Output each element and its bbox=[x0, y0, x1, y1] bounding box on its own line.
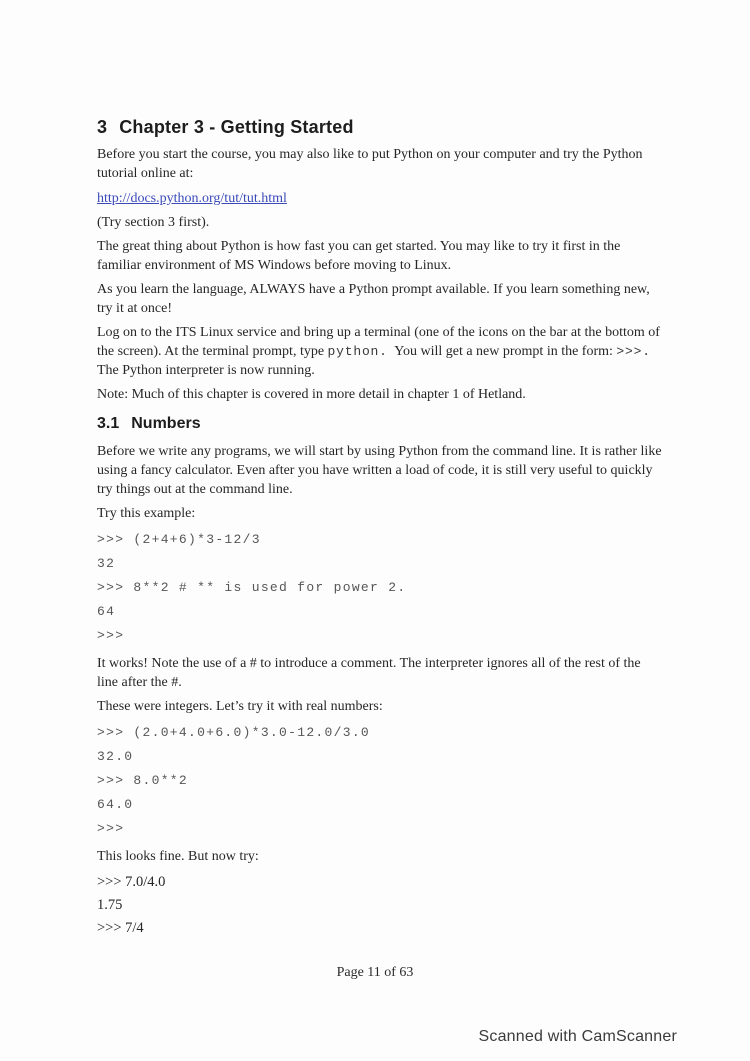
link-line bbox=[97, 188, 663, 208]
chapter-number: 3 bbox=[97, 117, 108, 137]
code-line: >>> (2+4+6)*3-12/3 bbox=[97, 532, 261, 547]
section-title: Numbers bbox=[131, 415, 201, 432]
paragraph-great-thing: The great thing about Python is how fast you can get started. You may like to try it first in the familiar environment of MS Windows before moving to Linux. bbox=[97, 239, 621, 273]
paragraph-it-works: It works! Note the use of a # to introduce a comment. The interpreter ignores all of the rest of the line after the #. bbox=[97, 656, 641, 690]
code-line: >>> 7/4 bbox=[97, 920, 144, 936]
paragraph-intro: Before you start the course, you may also like to put Python on your computer and try the Python tutorial online at: bbox=[97, 147, 643, 181]
code-line: 32 bbox=[97, 556, 116, 571]
code-line: 1.75 bbox=[97, 897, 123, 913]
code-line: 64.0 bbox=[97, 797, 134, 812]
code-line: 64 bbox=[97, 604, 116, 619]
section-heading bbox=[97, 414, 663, 434]
code-line: >>> 7.0/4.0 bbox=[97, 874, 166, 890]
paragraph-try-example: Try this example: bbox=[97, 506, 196, 521]
log-on-text-2: You will get a new prompt in the form: bbox=[387, 344, 617, 359]
section-number: 3.1 bbox=[97, 415, 120, 432]
python-tutorial-link[interactable]: http://docs.python.org/tut/tut.html bbox=[97, 191, 287, 206]
paragraph-try-section: (Try section 3 first). bbox=[97, 215, 210, 230]
paragraph-always-prompt: As you learn the language, ALWAYS have a Python prompt available. If you learn something new, try it at once! bbox=[97, 282, 650, 316]
code-block-integers bbox=[97, 528, 663, 648]
code-line: >>> bbox=[97, 821, 125, 836]
chapter-heading bbox=[97, 116, 663, 138]
code-line: >>> bbox=[97, 628, 125, 643]
paragraph-integers: These were integers. Let’s try it with real numbers: bbox=[97, 699, 383, 714]
log-on-text-3: The Python interpreter is now running. bbox=[97, 344, 655, 378]
code-block-reals bbox=[97, 721, 663, 841]
paragraph-note: Note: Much of this chapter is covered in more detail in chapter 1 of Hetland. bbox=[97, 387, 526, 402]
document-content bbox=[97, 116, 663, 940]
paragraph-log-on bbox=[97, 323, 663, 380]
code-line: >>> 8**2 # ** is used for power 2. bbox=[97, 580, 407, 595]
code-line: >>> (2.0+4.0+6.0)*3.0-12.0/3.0 bbox=[97, 725, 371, 740]
paragraph-before-we-write: Before we write any programs, we will start by using Python from the command line. It is rather like using a fancy calculator. Even after you have written a load of code, it is still very useful to quickly try things out at the command line. bbox=[97, 444, 662, 497]
log-on-text-1: Log on to the ITS Linux service and bring up a terminal (one of the icons on the bar at the bottom of the screen). At the terminal prompt, type bbox=[97, 325, 660, 359]
page-number-footer: Page 11 of 63 bbox=[336, 965, 414, 980]
code-line: 32.0 bbox=[97, 749, 134, 764]
inline-code-python: python. bbox=[327, 344, 388, 359]
chapter-title: Chapter 3 - Getting Started bbox=[119, 117, 354, 137]
camscanner-watermark: Scanned with CamScanner bbox=[478, 1028, 677, 1045]
inline-code-prompt: >>>. bbox=[616, 344, 651, 359]
paragraph-looks-fine: This looks fine. But now try: bbox=[97, 849, 259, 864]
code-block-division bbox=[97, 871, 663, 940]
code-line: >>> 8.0**2 bbox=[97, 773, 189, 788]
